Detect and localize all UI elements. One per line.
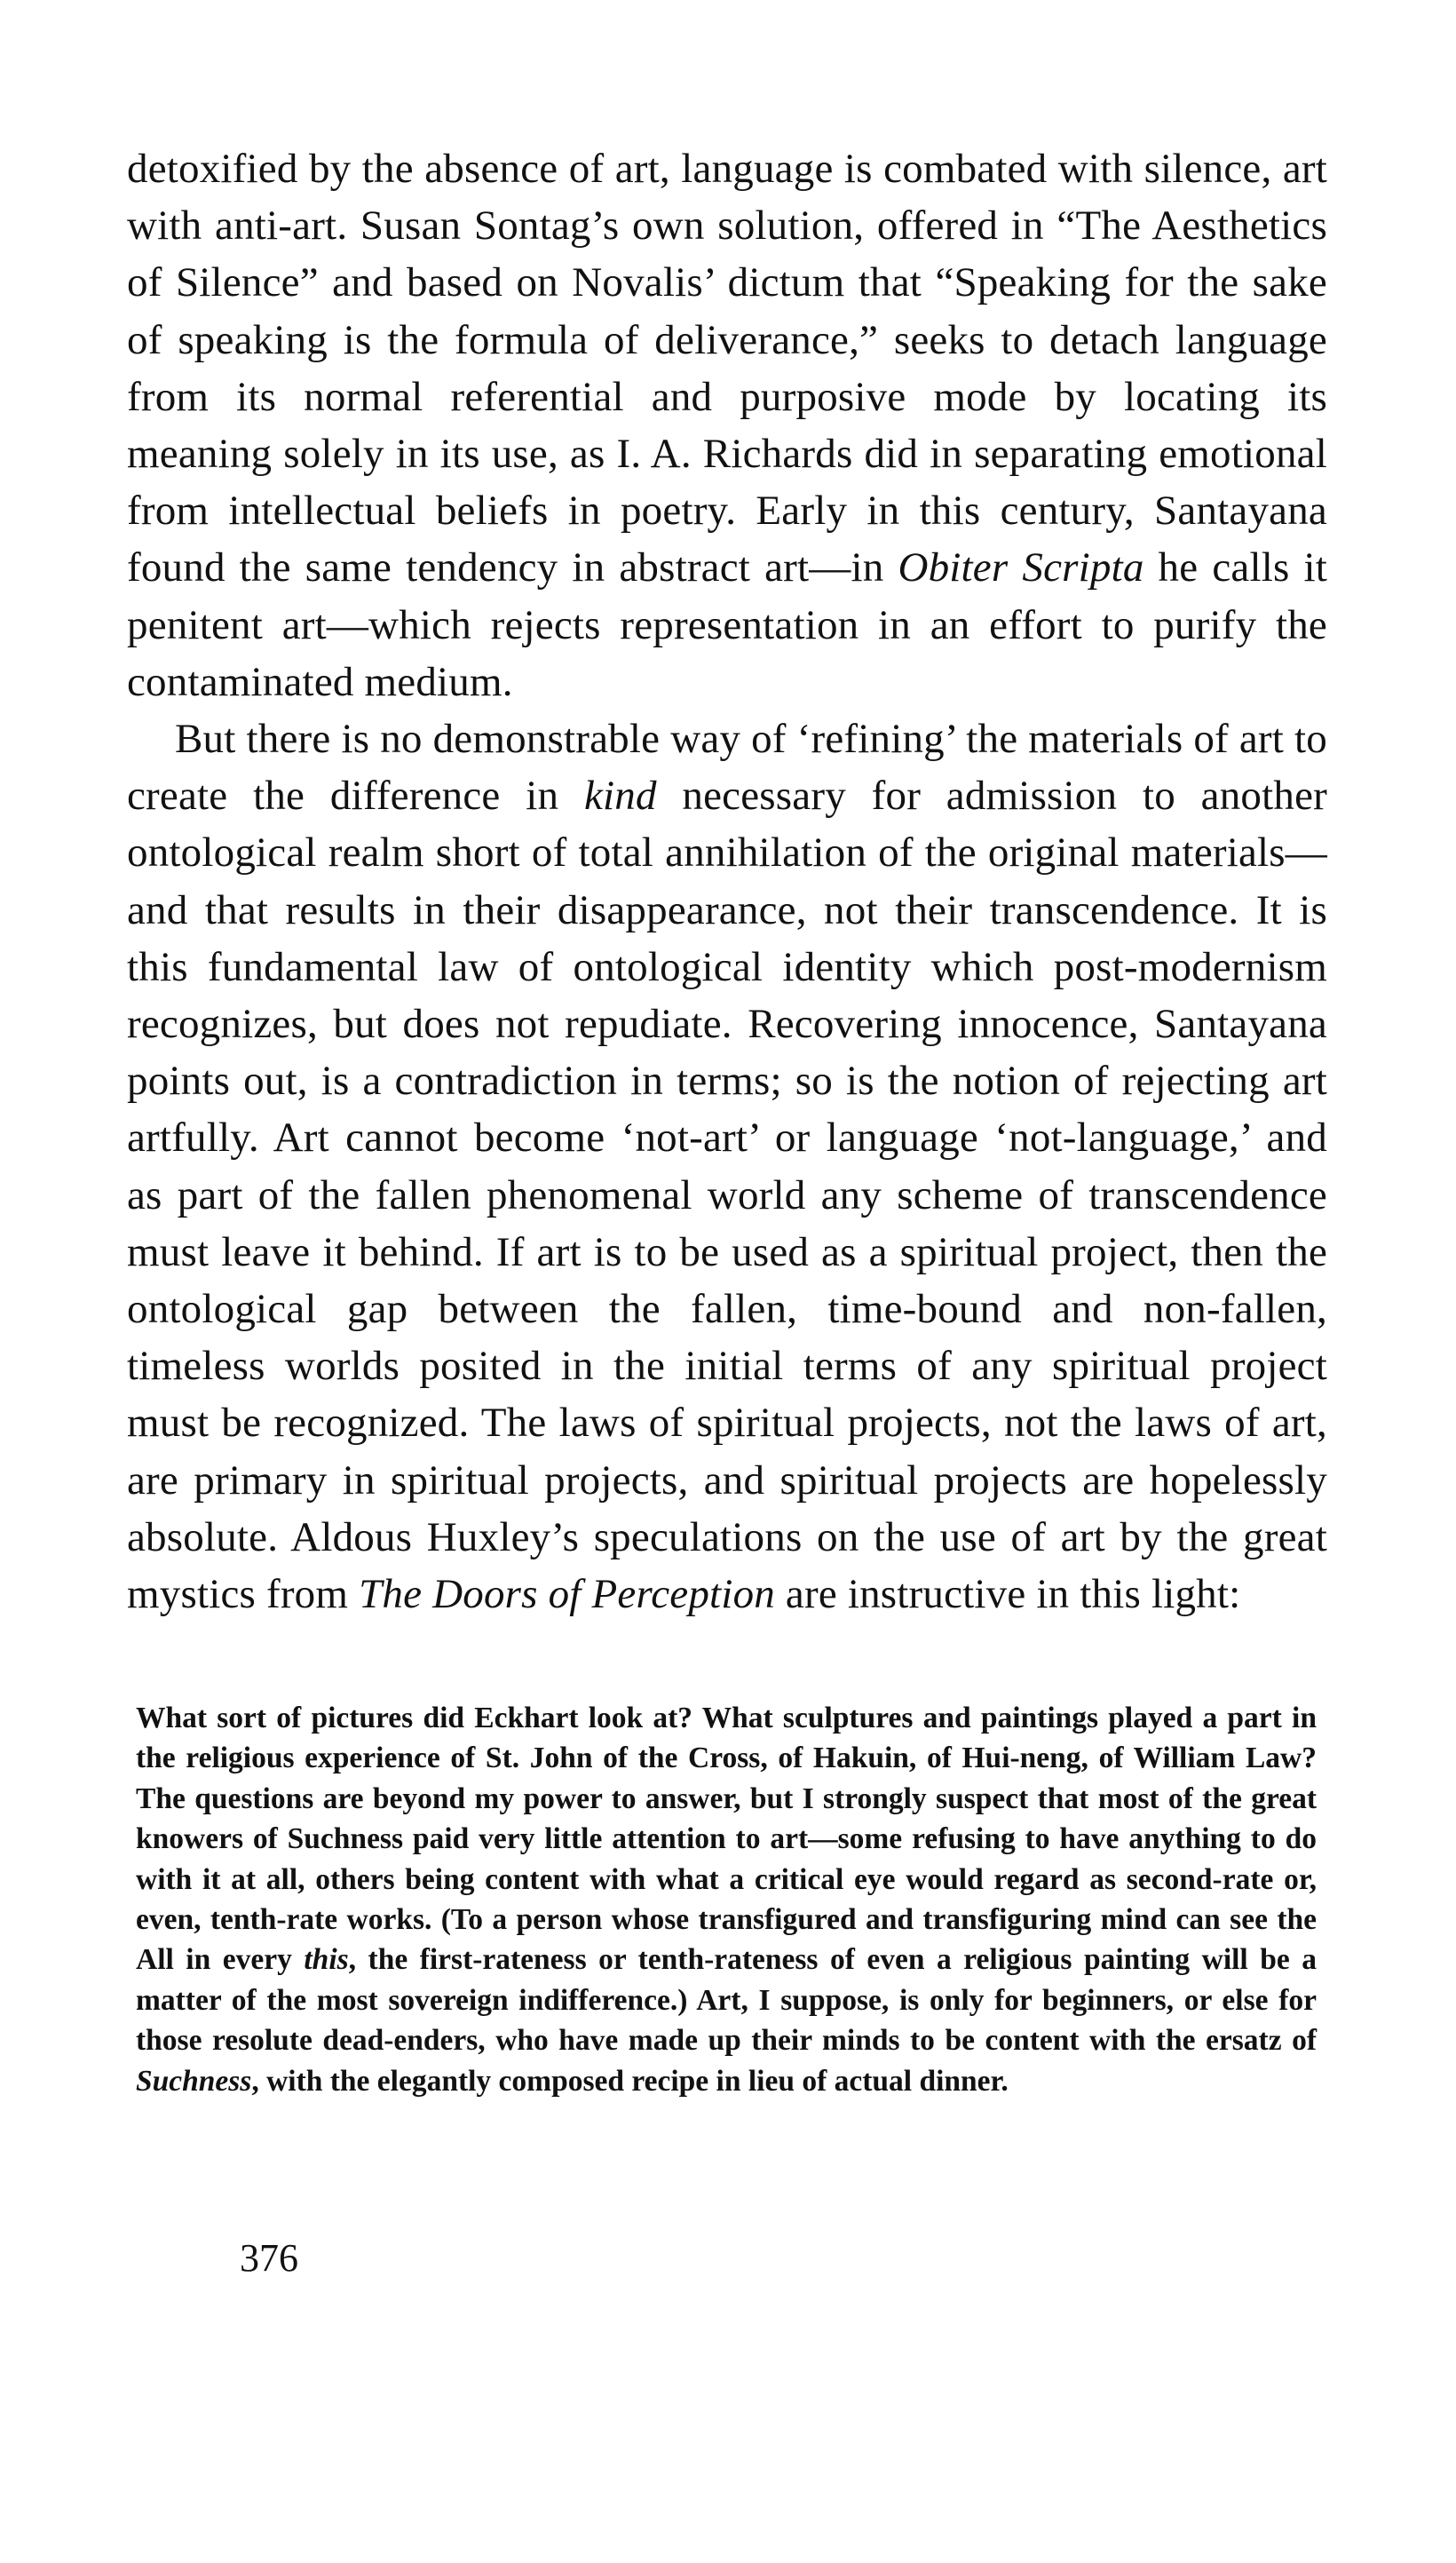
book-title-italic: The Doors of Perception	[359, 1571, 775, 1618]
paragraph-text: he calls it penitent art—which rejects representation in an effort to purify the contaminated medium.	[127, 544, 1327, 705]
page-number: 376	[240, 2236, 298, 2280]
paragraph-text: But there is no demonstrable way of ‘refining’ the materials of art to create the difference in	[127, 716, 1327, 820]
quote-text: , with the elegantly composed recipe in lieu of actual dinner.	[251, 2064, 1009, 2098]
quote-text: , the first-rateness or tenth-rateness of even a religious painting will be a matter of the most sovereign indifference.) Art, I suppose, is only for beginners, or else for those resolute dead-enders, who have made up their minds to be content with the ersatz of	[136, 1943, 1317, 2058]
emphasis-italic: kind	[583, 773, 657, 820]
paragraph-text: are instructive in this light:	[774, 1571, 1241, 1618]
paragraph	[127, 710, 1327, 1623]
quote-text: What sort of pictures did Eckhart look at? What sculptures and paintings played a part in the religious experience of St. John of the Cross, of Hakuin, of Hui-neng, of William Law? The questions are beyond my power to answer, but I strongly suspect that most of the great knowers of Suchness paid very little attention to art—some refusing to have anything to do with it at all, others being content with what a critical eye would regard as second-rate or, even, tenth-rate works. (To a person whose transfigured and transfiguring mind can see the All in every	[136, 1702, 1317, 1977]
body-text	[127, 140, 1327, 1623]
emphasis-italic: this	[304, 1943, 349, 1977]
paragraph-text: detoxified by the absence of art, language is combated with silence, art with anti-art. Susan Sontag’s own solution, offered in “The Aesthetics of Silence” and based on Novalis’ dictum that “Speaking for the sake of speaking is the formula of deliverance,” seeks to detach language from its normal referential and purposive mode by locating its meaning solely in its use, as I. A. Richards did in separating emotional from intellectual beliefs in poetry. Early in this century, Santayana found the same tendency in abstract art—in	[127, 146, 1327, 591]
paragraph-text: necessary for admission to another ontological realm short of total annihilation of the original materials—and that results in their disappearance, not their transcendence. It is this fundamental law of ontological identity which post-modernism recognizes, but does not repudiate. Recovering innocence, Santayana points out, is a contradiction in terms; so is the notion of rejecting art artfully. Art cannot become ‘not-art’ or language ‘not-language,’ and as part of the fallen phenomenal world any scheme of transcendence must leave it behind. If art is to be used as a spiritual project, then the ontological gap between the fallen, time-bound and non-fallen, timeless worlds posited in the initial terms of any spiritual project must be recognized. The laws of spiritual projects, not the laws of art, are primary in spiritual projects, and spiritual projects are hopelessly absolute. Aldous Huxley’s speculations on the use of art by the great mystics from	[127, 773, 1327, 1618]
emphasis-italic: Suchness	[136, 2064, 252, 2098]
paragraph-continued	[127, 140, 1327, 710]
book-title-italic: Obiter Scripta	[898, 544, 1144, 591]
block-quote	[136, 1698, 1317, 2101]
